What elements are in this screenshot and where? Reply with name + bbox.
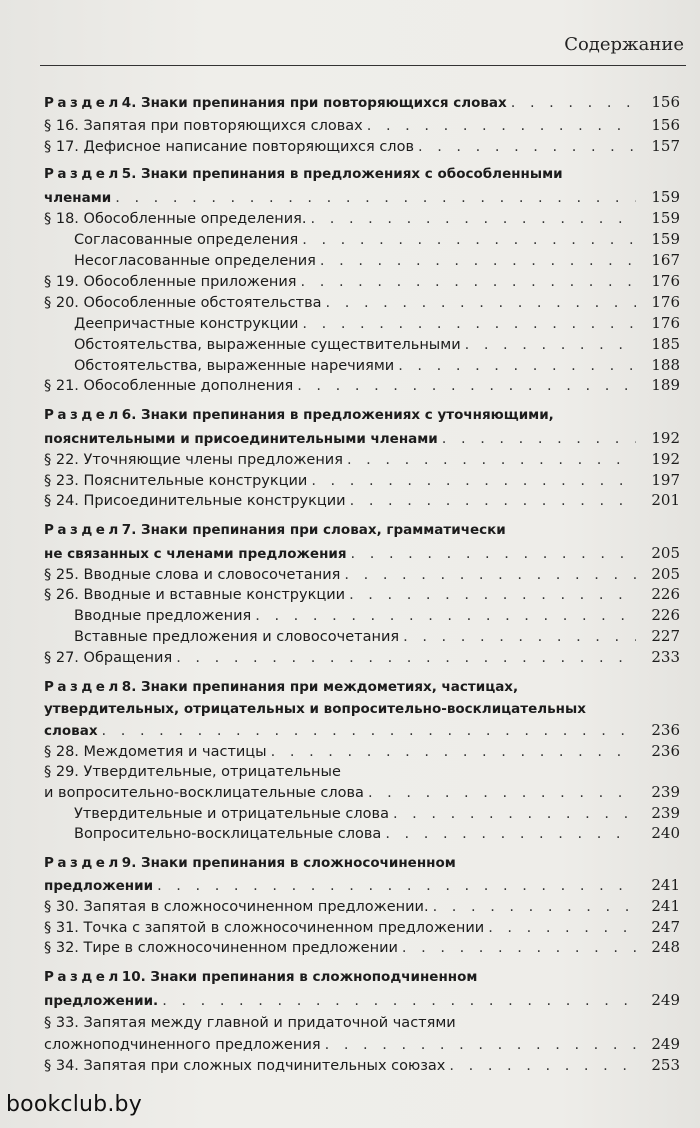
header-divider: [40, 65, 686, 66]
toc-entry: § 23. Пояснительные конструкции . . . 197: [44, 470, 680, 490]
page-header-title: Содержание: [564, 34, 684, 55]
toc-section-heading-cont: предложении . . . 241: [44, 875, 680, 895]
toc-entry: § 33. Запятая между главной и придаточной частями: [44, 1015, 456, 1031]
toc-section-heading-cont: утвердительных, отрицательных и вопросительно-восклицательных: [44, 701, 586, 717]
toc-entry: § 21. Обособленные дополнения . . . 189: [44, 375, 680, 395]
toc-section-heading-cont: не связанных с членами предложения . . . 205: [44, 543, 680, 563]
toc-entry: § 31. Точка с запятой в сложносочиненном предложении . . . 247: [44, 917, 680, 937]
toc-subentry: Согласованные определения . . . 159: [74, 229, 680, 249]
toc-section-heading: Раздел 6. Знаки препинания в предложениях с уточняющими,: [44, 407, 554, 423]
toc-entry: § 25. Вводные слова и словосочетания . . . 205: [44, 564, 680, 584]
toc-section-heading: Раздел 9. Знаки препинания в сложносочиненном: [44, 855, 456, 871]
toc-entry: § 28. Междометия и частицы . . . 236: [44, 741, 680, 761]
toc-subentry: Обстоятельства, выраженные наречиями . . . 188: [74, 355, 680, 375]
toc-entry: § 34. Запятая при сложных подчинительных союзах . . . 253: [44, 1055, 680, 1075]
toc-subentry: Вопросительно-восклицательные слова . . . 240: [74, 823, 680, 843]
toc-entry-cont: и вопросительно-восклицательные слова . . . 239: [44, 782, 680, 802]
toc-entry: § 16. Запятая при повторяющихся словах . . . 156: [44, 115, 680, 135]
toc-section-heading-cont: пояснительными и присоединительными членами . . . 192: [44, 428, 680, 448]
toc-section-heading: Раздел 7. Знаки препинания при словах, грамматически: [44, 522, 506, 538]
toc-subentry: Несогласованные определения . . . 167: [74, 250, 680, 270]
toc-section-heading: Раздел 10. Знаки препинания в сложноподчиненном: [44, 969, 478, 985]
toc-entry: § 30. Запятая в сложносочиненном предложении. . . . 241: [44, 896, 680, 916]
toc-entry: § 32. Тире в сложносочиненном предложении . . . 248: [44, 937, 680, 957]
toc-entry: § 26. Вводные и вставные конструкции . . . 226: [44, 584, 680, 604]
toc-section-heading-cont: словах . . . 236: [44, 720, 680, 740]
toc-entry: § 24. Присоединительные конструкции . . . 201: [44, 490, 680, 510]
toc-section-heading: Раздел 8. Знаки препинания при междометиях, частицах,: [44, 679, 519, 695]
toc-entry: § 17. Дефисное написание повторяющихся слов . . . 157: [44, 136, 680, 156]
toc-entry: § 22. Уточняющие члены предложения . . . 192: [44, 449, 680, 469]
toc-subentry: Утвердительные и отрицательные слова . . . 239: [74, 803, 680, 823]
toc-entry: § 29. Утвердительные, отрицательные: [44, 764, 341, 780]
toc-entry: § 27. Обращения . . . 233: [44, 647, 680, 667]
toc-section-heading-cont: предложении. . . . 249: [44, 990, 680, 1010]
toc-section-heading-cont: членами . . . 159: [44, 187, 680, 207]
toc-entry: § 19. Обособленные приложения . . . 176: [44, 271, 680, 291]
toc-subentry: Деепричастные конструкции . . . 176: [74, 313, 680, 333]
toc-section-heading: Раздел 5. Знаки препинания в предложениях с обособленными: [44, 166, 563, 182]
toc-subentry: Вводные предложения . . . 226: [74, 605, 680, 625]
toc-entry: § 18. Обособленные определения. . . . 159: [44, 208, 680, 228]
site-watermark: bookclub.by: [6, 1092, 142, 1117]
toc-entry-cont: сложноподчиненного предложения . . . 249: [44, 1034, 680, 1054]
toc-subentry: Обстоятельства, выраженные существительными . . . 185: [74, 334, 680, 354]
toc-subentry: Вставные предложения и словосочетания . . . 227: [74, 626, 680, 646]
toc-entry: § 20. Обособленные обстоятельства . . . 176: [44, 292, 680, 312]
toc-section-heading: Раздел 4. Знаки препинания при повторяющихся словах . . . 156: [44, 92, 680, 112]
